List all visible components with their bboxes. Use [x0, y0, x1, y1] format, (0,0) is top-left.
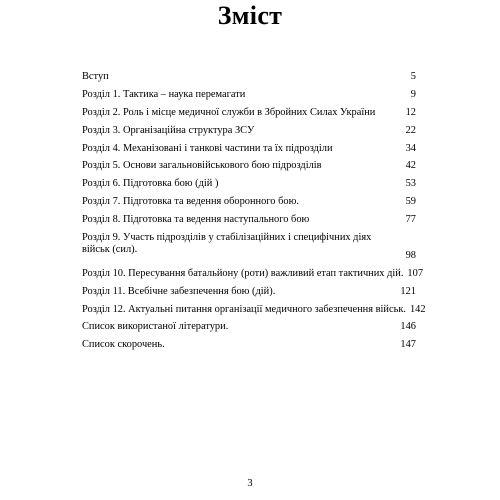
page-title: Зміст: [217, 1, 283, 30]
toc-entry-label: Розділ 1. Тактика – наука перемагати: [82, 88, 246, 100]
toc-entry-chapter-12: [82, 303, 426, 322]
toc-entry-label: Список використаної літератури.: [82, 321, 229, 333]
toc-entry-chapter-3: [82, 125, 416, 143]
toc-entry-page: 12: [405, 106, 416, 118]
toc-entry-chapter-1: [82, 89, 416, 107]
toc-entry-page: 146: [400, 321, 416, 333]
toc-entry-chapter-6: [82, 178, 416, 196]
toc-entry-label: Розділ 12. Актуальні питання організації медичного забезпечення військ.: [82, 303, 406, 315]
toc-entry-chapter-2: [82, 107, 416, 125]
toc-entry-intro: [82, 71, 416, 89]
toc-entry-label: Розділ 5. Основи загальновійськового бою підрозділів: [82, 160, 322, 172]
toc-entry-page: 34: [405, 142, 416, 154]
toc-entry-chapter-10: [82, 267, 424, 286]
toc-entry-page: 147: [400, 339, 416, 351]
toc-entry-label: Розділ 9. Участь підрозділів у стабілізаційних і специфічних діях військ (сил).: [82, 232, 372, 256]
toc-entry-references: [82, 321, 416, 339]
toc-entry-page: 5: [410, 71, 416, 82]
toc-entry-page: 121: [400, 285, 416, 297]
toc-entry-page: 22: [405, 124, 416, 136]
toc-entry-label: Вступ: [82, 71, 109, 82]
toc-entry-label: Розділ 10. Пересування батальйону (роти) важливий етап тактичних дій.: [82, 267, 404, 279]
toc-entry-chapter-8: [82, 214, 416, 232]
toc-entry-page: 59: [405, 196, 416, 208]
toc-entry-page: 107: [407, 267, 424, 279]
toc-entry-chapter-5: [82, 160, 416, 178]
toc-entry-chapter-9: [82, 232, 416, 268]
table-of-contents: [82, 71, 426, 357]
toc-entry-page: 142: [409, 303, 426, 315]
page-number: 3: [247, 478, 253, 489]
toc-entry-chapter-11: [82, 286, 416, 304]
toc-entry-abbreviations: [82, 339, 416, 357]
toc-entry-label: Розділ 11. Всебічне забезпечення бою (дій).: [82, 285, 276, 297]
toc-entry-page: 42: [405, 160, 416, 172]
toc-entry-page: 9: [410, 88, 416, 100]
toc-entry-label: Розділ 2. Роль і місце медичної служби в Збройних Силах України: [82, 106, 376, 118]
toc-entry-page: 77: [405, 214, 416, 226]
toc-entry-label: Розділ 8. Підготовка та ведення наступального бою: [82, 214, 310, 226]
toc-entry-page: 53: [405, 178, 416, 190]
toc-entry-page: 98: [405, 249, 416, 261]
toc-entry-label: Список скорочень.: [82, 339, 165, 351]
toc-entry-label: Розділ 7. Підготовка та ведення оборонного бою.: [82, 196, 299, 208]
toc-entry-chapter-7: [82, 196, 416, 214]
toc-entry-label: Розділ 4. Механізовані і танкові частини та їх підрозділи: [82, 142, 333, 154]
toc-entry-label: Розділ 6. Підготовка бою (дій ): [82, 178, 219, 190]
toc-entry-label: Розділ 3. Організаційна структура ЗСУ: [82, 124, 255, 136]
toc-entry-chapter-4: [82, 143, 416, 161]
